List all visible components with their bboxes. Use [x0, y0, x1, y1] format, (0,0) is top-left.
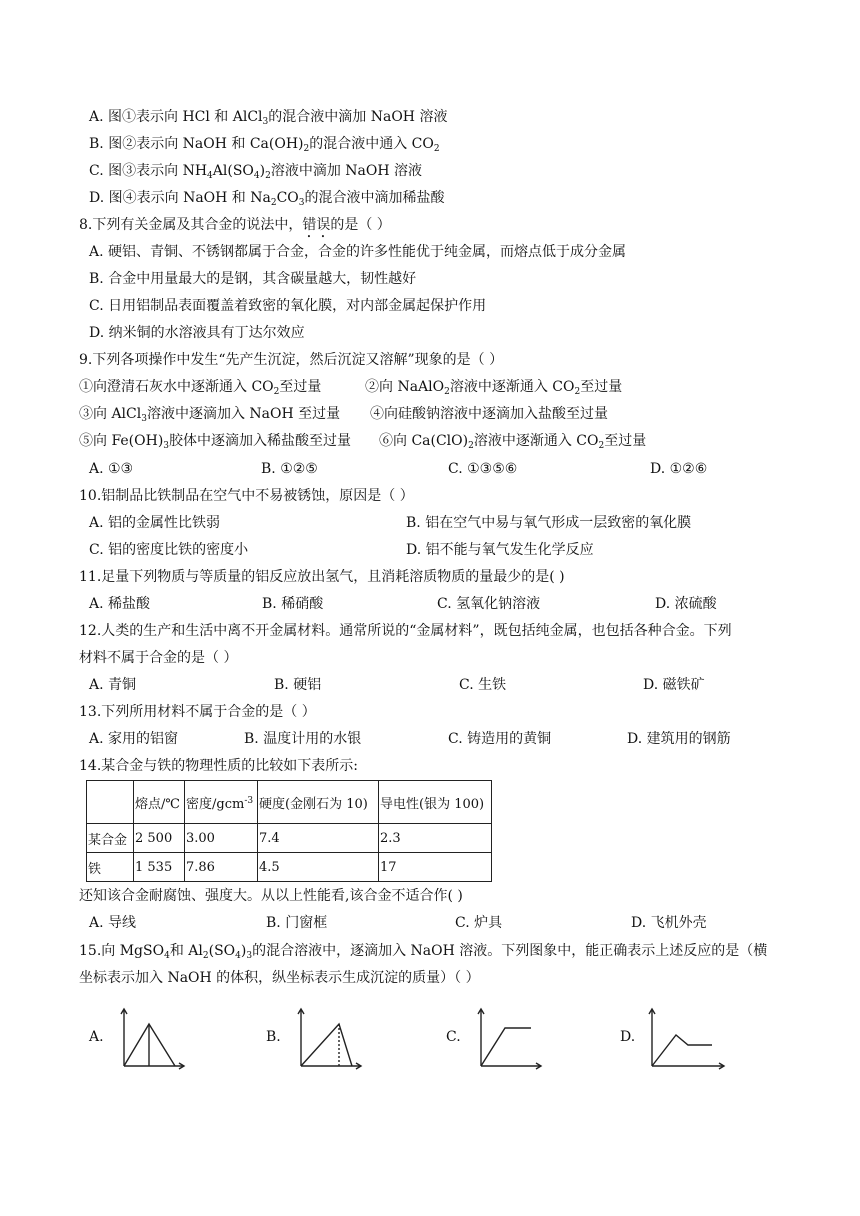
q9-i2-sub2: 2 [574, 387, 581, 397]
q9-i6-sub: 2 [468, 441, 474, 451]
density-header-text: 密度/gcm [186, 796, 245, 812]
q7-c-text4: 溶液中滴加 NaOH 溶液 [270, 163, 423, 179]
graph-label-a: A. [89, 1029, 104, 1045]
q14-stem: 14.某合金与铁的物理性质的比较如下表所示: [79, 758, 358, 774]
properties-table [86, 780, 492, 882]
q9-i3-text2: 溶液中逐滴加入 NaOH 至过量 [146, 406, 341, 422]
q7-c-sub2: 4 [253, 171, 260, 181]
table-cell: 铁 [87, 853, 134, 882]
q7-b-text: B. 图②表示向 NaOH 和 Ca(OH) [89, 136, 304, 152]
q9-i2-text2: 溶液中逐渐通入 CO [449, 379, 575, 395]
q9-i2-sub: 2 [444, 387, 450, 397]
q11-option-d: D. 浓硫酸 [655, 596, 717, 612]
q13-option-b: B. 温度计用的水银 [244, 731, 362, 747]
q11-option-c: C. 氢氧化钠溶液 [437, 596, 541, 612]
q14-option-a: A. 导线 [89, 915, 137, 931]
graph-d-curve [652, 1035, 712, 1066]
density-header-sup: -3 [244, 795, 254, 806]
q7-option-c [89, 161, 422, 181]
q13-option-d: D. 建筑用的钢筋 [627, 731, 731, 747]
q9-option-a: A. ①③ [89, 461, 134, 477]
q9-item-4: ④向硅酸钠溶液中逐滴加入盐酸至过量 [370, 406, 608, 422]
table-row [87, 824, 492, 853]
q8-option-d: D. 纳米铜的水溶液具有丁达尔效应 [89, 325, 305, 341]
q11-option-a: A. 稀盐酸 [89, 596, 151, 612]
q14-option-d: D. 飞机外壳 [631, 915, 707, 931]
table-header-row [87, 781, 492, 824]
q12-option-b: B. 硬铝 [274, 677, 322, 693]
q9-item-5 [79, 431, 351, 451]
q7-d-sub: 2 [270, 198, 277, 208]
q15-text: 15.向 MgSO [79, 943, 165, 959]
q9-i6-sub2: 2 [598, 441, 605, 451]
q10-stem: 10.铝制品比铁制品在空气中不易被锈蚀，原因是（ ） [79, 488, 414, 504]
q9-i1-sub: 2 [273, 387, 280, 397]
graph-d [646, 1008, 726, 1070]
q13-stem: 13.下列所用材料不属于合金的是（ ） [79, 704, 316, 720]
table-header-cell: 硬度(金刚石为 10) [258, 781, 379, 824]
graph-label-d: D. [620, 1029, 636, 1045]
table-header-cell: 熔点/℃ [134, 781, 185, 824]
q7-b-sub2: 2 [433, 144, 440, 154]
table-header-cell: 导电性(银为 100) [379, 781, 492, 824]
q9-i5-text2: 胶体中逐滴加入稀盐酸至过量 [169, 433, 352, 449]
q9-option-b: B. ①②⑤ [261, 461, 318, 477]
q7-d-sub2: 3 [298, 198, 305, 208]
table-cell: 7.4 [258, 824, 379, 853]
q13-option-c: C. 铸造用的黄铜 [448, 731, 552, 747]
q9-i6-text3: 至过量 [604, 433, 647, 449]
q12-option-a: A. 青铜 [89, 677, 137, 693]
table-cell: 17 [379, 853, 492, 882]
graph-b-curve [301, 1024, 352, 1066]
q9-i5-text: ⑤向 Fe(OH) [79, 433, 164, 449]
q8-stem-emphasis: 错误 [302, 217, 331, 233]
q7-b-text2: 的混合液中通入 CO [309, 136, 434, 152]
q14-option-b: B. 门窗框 [266, 915, 328, 931]
q15-stem-line1 [79, 941, 767, 961]
q7-a-sub: 3 [262, 117, 269, 127]
q7-c-sub: 4 [207, 171, 213, 181]
q7-option-a [89, 107, 447, 127]
table-cell: 2.3 [379, 824, 492, 853]
q9-i2-text: ②向 NaAlO [365, 379, 445, 395]
q9-item-1 [79, 377, 321, 397]
graph-label-b: B. [266, 1029, 281, 1045]
q7-option-d [89, 188, 445, 208]
q8-option-b: B. 合金中用量最大的是钢，其含碳量越大，韧性越好 [89, 271, 417, 287]
table-cell: 4.5 [258, 853, 379, 882]
table-cell: 7.86 [185, 853, 258, 882]
q7-c-text2: Al(SO [212, 163, 254, 179]
q9-i3-text: ③向 AlCl [79, 406, 142, 422]
graph-label-c: C. [446, 1029, 461, 1045]
graph-b [295, 1008, 363, 1070]
q9-i6-text2: 溶液中逐渐通入 CO [473, 433, 599, 449]
q12-option-d: D. 磁铁矿 [643, 677, 705, 693]
q15-text4: ) [240, 943, 247, 959]
q14-option-c: C. 炉具 [455, 915, 503, 931]
q8-option-c: C. 日用铝制品表面覆盖着致密的氧化膜，对内部金属起保护作用 [89, 298, 487, 314]
q9-i2-text3: 至过量 [580, 379, 623, 395]
q9-option-d: D. ①②⑥ [650, 461, 708, 477]
table-row [87, 853, 492, 882]
q7-option-b [89, 134, 440, 154]
q7-c-text: C. 图③表示向 NH [89, 163, 208, 179]
q9-i5-sub: 3 [163, 441, 170, 451]
table-cell: 某合金 [87, 824, 134, 853]
q7-d-text3: 的混合液中滴加稀盐酸 [304, 190, 445, 206]
q12-option-c: C. 生铁 [459, 677, 507, 693]
q8-stem-text: 8.下列有关金属及其合金的说法中， [79, 217, 303, 233]
q13-option-a: A. 家用的铝窗 [89, 731, 179, 747]
q7-a-text2: 的混合液中滴加 NaOH 溶液 [268, 109, 448, 125]
graph-c [475, 1008, 543, 1070]
q15-sub4: 3 [246, 951, 253, 961]
q10-option-c: C. 铝的密度比铁的密度小 [89, 542, 249, 558]
q8-stem [79, 215, 391, 241]
q7-c-text3: ) [259, 163, 266, 179]
q11-stem: 11.足量下列物质与等质量的铝反应放出氢气，且消耗溶质物质的量最少的是( ) [79, 569, 565, 585]
q11-option-b: B. 稀硝酸 [262, 596, 324, 612]
table-header-cell [185, 781, 258, 824]
q14-stem2: 还知该合金耐腐蚀、强度大。从以上性能看,该合金不适合作( ) [79, 888, 463, 904]
table-cell: 3.00 [185, 824, 258, 853]
graph-a [118, 1008, 186, 1070]
q9-i1-text: ①向澄清石灰水中逐渐通入 CO [79, 379, 274, 395]
q7-b-sub: 2 [303, 144, 310, 154]
q9-stem: 9.下列各项操作中发生“先产生沉淀，然后沉淀又溶解”现象的是（ ） [79, 352, 504, 368]
q15-text3: (SO [208, 943, 236, 959]
q7-d-text2: CO [276, 190, 299, 206]
graph-c-curve [481, 1028, 531, 1066]
q7-d-text: D. 图④表示向 NaOH 和 Na [89, 190, 271, 206]
table-cell: 2 500 [134, 824, 185, 853]
q15-sub: 4 [164, 951, 170, 961]
q10-option-d: D. 铝不能与氧气发生化学反应 [406, 542, 594, 558]
q8-stem-text2: 的是（ ） [330, 217, 391, 233]
q12-stem-line2: 材料不属于合金的是（ ） [79, 650, 238, 666]
q15-sub2: 2 [202, 951, 209, 961]
q10-option-b: B. 铝在空气中易与氧气形成一层致密的氧化膜 [406, 515, 692, 531]
q9-item-2 [365, 377, 622, 397]
q15-sub3: 4 [235, 951, 241, 961]
q10-option-a: A. 铝的金属性比铁弱 [89, 515, 221, 531]
table-header-cell [87, 781, 134, 824]
q9-item-3 [79, 404, 340, 424]
q15-text5: 的混合溶液中，逐滴加入 NaOH 溶液。下列图象中，能正确表示上述反应的是（横 [252, 943, 768, 959]
q9-option-c: C. ①③⑤⑥ [448, 461, 518, 477]
q15-stem-line2: 坐标表示加入 NaOH 的体积，纵坐标表示生成沉淀的质量）（ ） [79, 970, 480, 986]
q9-i1-text2: 至过量 [279, 379, 322, 395]
q9-i3-sub: 3 [141, 414, 147, 424]
q8-option-a: A. 硬铝、青铜、不锈钢都属于合金，合金的许多性能优于纯金属，而熔点低于成分金属 [89, 244, 627, 260]
q7-a-text: A. 图①表示向 HCl 和 AlCl [89, 109, 263, 125]
q9-i6-text: ⑥向 Ca(ClO) [379, 433, 469, 449]
q15-text2: 和 Al [169, 943, 203, 959]
table-cell: 1 535 [134, 853, 185, 882]
q7-c-sub3: 2 [265, 171, 271, 181]
q9-item-6 [379, 431, 646, 451]
q12-stem-line1: 12.人类的生产和生活中离不开金属材料。通常所说的“金属材料”，既包括纯金属，也包括各种合金。下列 [79, 623, 732, 639]
